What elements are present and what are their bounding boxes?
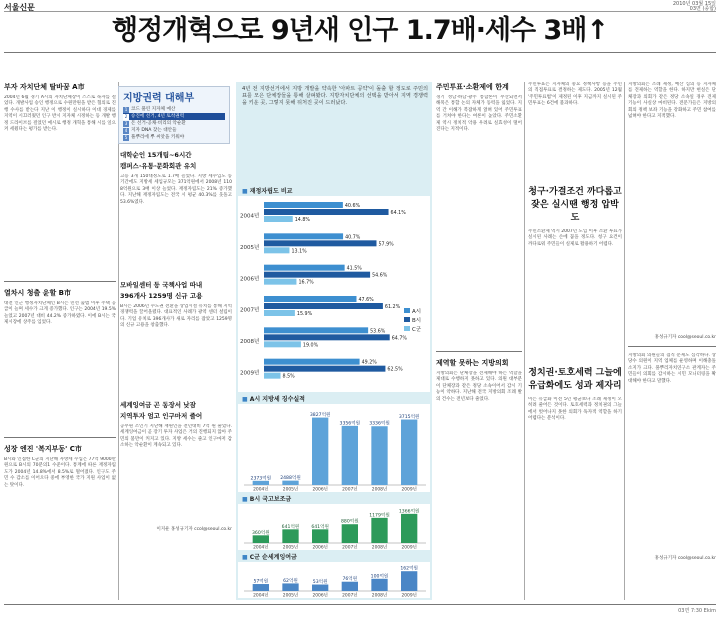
- callout-4: 유급화에도 성과 제자리: [528, 381, 622, 391]
- data-label: 41.5%: [346, 266, 362, 272]
- data-label: 61.2%: [384, 305, 401, 310]
- section-rule: [4, 437, 116, 438]
- footer-text: 03면 7:30 Ekim: [678, 608, 716, 614]
- category-label: 2008년: [371, 593, 388, 598]
- series-box: [118, 86, 230, 144]
- data-label: 641억원: [281, 524, 300, 530]
- bar: [264, 310, 295, 316]
- category-label: 2009년: [401, 545, 417, 550]
- bar: [282, 583, 298, 591]
- bar: [264, 341, 301, 347]
- category-label: 2005년: [282, 593, 299, 598]
- category-label: 2007년: [342, 593, 358, 598]
- right-c-body-2: 지방의회 의원들의 겸직 문제도 심각하다. 상당수 의원이 지역 업체를 운영하며 이해충돌 소지가 크다. 풀뿌리자치연구소 관계자는 주민들이 의회를 감시하는 시민 모니터링을 확대해야 한다고 말했다.: [628, 353, 716, 384]
- bar: [264, 303, 383, 309]
- category-label: 2005년: [282, 487, 299, 492]
- data-label: 53억원: [312, 580, 328, 586]
- bar: [282, 529, 298, 543]
- category-label: 2004년: [253, 545, 269, 550]
- main-headline: 행정개혁으로 9년새 인구 1.7배·세수 3배↑: [111, 15, 609, 46]
- right-column-a: [436, 82, 522, 600]
- data-label: 2373억원: [250, 476, 272, 482]
- series-list: [119, 106, 229, 141]
- data-label: 19.0%: [302, 343, 319, 349]
- legend-label: B시: [412, 318, 422, 324]
- right-a-subtitle-1: 주민투표·소환제에 한계: [436, 83, 509, 91]
- right-c-byline-1: 홍성규기자 cool@seoul.co.kr: [654, 335, 716, 340]
- section-rule: [436, 351, 522, 352]
- series-label: 돈 선거-공채·비리의 악순환: [131, 121, 186, 126]
- bar: [371, 426, 387, 485]
- data-label: 57.9%: [378, 242, 394, 248]
- right-column-c: [628, 82, 716, 600]
- legend-label: A시: [412, 309, 422, 315]
- bar: [264, 373, 281, 379]
- autonomy-chart: [238, 196, 430, 392]
- data-label: 360억원: [252, 530, 270, 536]
- day-text: 03면 (종합): [689, 6, 716, 12]
- data-label: 3827억원: [309, 413, 331, 419]
- data-label: 1179억원: [369, 513, 390, 519]
- panel-label-tax: ■ A시 지방세 징수실적: [242, 394, 305, 403]
- series-item-current: [123, 113, 225, 120]
- masthead: [4, 2, 716, 12]
- bar: [264, 366, 385, 372]
- mid-body-2: B시는 2006년 수도권 전환을 상업시설 유치를 통해 지역 경쟁력을 끌어올렸다. 대표적인 사례가 광역 센터 설립이다. 기업 유치로 396개사가 새로 자리를 잡았고 1259명의 신규 고용을 창출했다.: [120, 304, 232, 329]
- section-a-body: 2004년 6월 경기 A시의 자치단체장이 스스로 독자를 걸었다. 개발사업 승인 행정으로 수원만원을 받은 혐의로 진행 수사를 받는다 지난 이 행정이 실시하다 이대 경제를 지역이 시끄러웠던 인구 반시 지자체 시정하는 등 개발 행정 드라이브를 걸었던 예시로 행정 개혁을 통해 시를 일으켜 세웠다는 평가를 받는다.: [4, 95, 116, 133]
- category-label: 2005년: [240, 245, 260, 251]
- legend-swatch: [404, 308, 410, 313]
- mid-subtitle-4: 396개사 1259명 신규 고용: [120, 292, 203, 300]
- category-label: 2008년: [240, 339, 260, 345]
- data-label: 16.7%: [298, 280, 314, 286]
- data-label: 641억원: [311, 524, 329, 530]
- mid-body-1: 고등 3개 150대정도로 1.7배 늘었다. 지방 세수입도 동기간에도 지방세 세입규모는 371억원에서 2008년 1108억원으로 3배 이상 늘었다. 재정자립도는 21% 증가했다. 지난해 재정자립도는 전국 시 평균 40.3%를 웃돌고 53.6%였다.: [120, 174, 232, 205]
- data-label: 13.1%: [291, 249, 307, 255]
- section-c-body: B시와 인접한 C군의 지난해 자방세 수입은 77억 9000만 원으로 B시의 70분의1 수준이다. 통계에 따른 재정자립도가 2004년 14.8%에서 8.5%로 떨어졌다. 인구도 주민 수 감소를 이어오다 중에 부영한 국가 지원 사업이 없는 탓이다.: [4, 457, 116, 488]
- bar: [264, 272, 370, 278]
- mid-byline: 이지운 홍성규기자 ccol@seoul.co.kr: [156, 527, 232, 532]
- bar: [312, 529, 328, 543]
- data-label: 53.6%: [370, 329, 386, 335]
- data-label: 64.7%: [391, 336, 407, 342]
- infographic-intro: 4년 전 지방선거에서 지방 개발을 약속한 '아파트 공약'이 돌출 할 정도로 주민의 표를 모은 단체장들을 통해 살펴봤다. 지방자치단체의 선택을 받아서 지역 경쟁력을 키운 곳, 그렇지 못해 뒤처진 곳이 드러났다.: [242, 86, 428, 106]
- category-label: 2009년: [401, 593, 417, 598]
- data-label: 62.5%: [387, 367, 403, 373]
- bar: [264, 216, 293, 222]
- right-a-body-2: 지방의회는 단체장을 견제해야 하는 역할을 제대로 수행하지 못하고 있다. 의원 대부분이 단체장과 같은 정당 소속이어서 감시 기능이 약하다. 지난해 전국 지방의회 조례 발의 건수는 전년보다 줄었다.: [436, 371, 522, 402]
- category-label: 2005년: [282, 545, 299, 550]
- left-column: [4, 82, 116, 600]
- bar: [264, 296, 356, 302]
- bar: [253, 535, 269, 543]
- data-label: 2488억원: [280, 476, 301, 482]
- series-title: 지방권력 대해부: [123, 93, 195, 104]
- right-column-b: [528, 82, 622, 600]
- bar: [342, 582, 358, 591]
- series-label: 승진에 선거, 4년 토착권력: [131, 114, 185, 119]
- mid-subtitle-1: 대학순인 15개팀~6시간: [120, 151, 192, 159]
- middle-column: [120, 150, 232, 600]
- category-label: 2007년: [240, 307, 260, 314]
- section-b-body: 대전 인근 행정자치단체인 B시는 민선 출범 이후 주택 공급이 늘며 세수가 크게 증가했다. 인구는 2004년 19.5% 늘었고 2007년 대비 44.2% 증가하였다. 이에 B시는 국제시장에 상주를 입었다.: [4, 301, 116, 326]
- mid-subtitle-2: 캠퍼스·유통·문화회관 유치: [120, 162, 197, 170]
- mid-body-3: 공무원 조인기 지난해 재원인을 전년대비 7억 원 줄었다. 세계잉여금이 곧 장기 투자 사업은 거의 진행되지 않아 주민의 불만이 커지고 있다. 지방 세수는 줄고 인구마저 감소하는 악순환이 계속되고 있다.: [120, 424, 232, 449]
- category-label: 2008년: [371, 545, 388, 550]
- data-label: 14.8%: [294, 218, 311, 223]
- right-b-body-3: 이는 유급화 이전 5년 평균보다 조례 제정이 오히려 줄어든 것이다. 토호세력과 정치권의 그늘에서 벗어나지 못한 의회가 독자적 역할을 하기 어렵다는 분석이다.: [528, 397, 622, 422]
- bar: [264, 247, 289, 253]
- data-label: 40.7%: [345, 235, 361, 241]
- series-num: 1: [124, 106, 128, 112]
- series-item: [123, 120, 225, 127]
- category-label: 2009년: [401, 487, 417, 492]
- bar: [253, 481, 269, 485]
- series-num: 2: [124, 113, 128, 119]
- series-item: [123, 106, 225, 113]
- data-label: 57억원: [253, 579, 269, 585]
- column-divider: [524, 82, 525, 600]
- data-label: 3715억원: [398, 415, 420, 421]
- category-label: 2008년: [371, 487, 388, 492]
- data-label: 1366억원: [398, 509, 420, 515]
- bar: [401, 420, 417, 485]
- panel-label-autonomy: ■ 재정자립도 비교: [242, 186, 292, 195]
- callout-2: 잦은 실시땐 행정 압박도: [531, 200, 619, 223]
- infographic: [236, 82, 432, 600]
- data-label: 8.5%: [282, 374, 295, 380]
- subsidy-chart: [238, 504, 430, 550]
- data-label: 54.6%: [372, 273, 388, 279]
- callout-1: 청구·가결조건 까다롭고: [528, 187, 622, 197]
- data-label: 64.1%: [390, 211, 406, 216]
- series-label: 풀뿌리에 뿌 씨앗을 키워야: [131, 135, 185, 140]
- date-line: [673, 2, 716, 12]
- category-label: 2006년: [312, 593, 328, 598]
- data-label: 880억원: [341, 519, 359, 525]
- category-label: 2004년: [253, 593, 269, 598]
- data-label: 49.2%: [361, 360, 377, 366]
- tax-chart: [238, 404, 430, 492]
- right-b-body-1: 주민투표는 지자체의 중요 정책사항 등을 주민의 직접투표로 결정하는 제도다. 2005년 12월 '주민투표법'이 제정된 이후 지금까지 실시된 주민투표는 6건에 불과하다.: [528, 82, 622, 107]
- legend-swatch: [404, 326, 410, 331]
- series-num: 3: [124, 120, 128, 126]
- bar: [264, 265, 345, 271]
- date-text: 2010년 03월 15일: [672, 1, 716, 7]
- series-item: [123, 127, 225, 134]
- right-c-body-1: 지방의회는 조례 제정, 예산 심의 등 지자체를 견제하는 역할을 한다. 하지만 현실은 단체장과 의회가 같은 정당 소속일 경우 견제 기능이 사실상 마비된다. 전문가들은 지방의회의 정책 보좌 기능을 강화하고 주민 참여를 넓혀야 한다고 지적했다.: [628, 82, 716, 120]
- surplus-chart: [238, 562, 430, 598]
- column-divider: [624, 82, 625, 600]
- panel-label-subsidy: ■ B시 국고보조금: [242, 494, 291, 503]
- mid-subtitle-5: 세계잉여금 곤 동장서 낮잠: [120, 401, 196, 409]
- data-label: 162억원: [400, 566, 418, 572]
- series-label: 지자 DNA 찾는 대안들: [131, 128, 177, 133]
- bar: [264, 279, 296, 285]
- data-label: 3336억원: [369, 421, 390, 427]
- bar: [264, 233, 343, 239]
- paper-name: 서울신문: [4, 3, 35, 12]
- category-label: 2006년: [240, 276, 260, 283]
- data-label: 3356억원: [339, 421, 361, 427]
- bar: [264, 209, 389, 215]
- right-c-byline-2: 홍성규기자 cool@seoul.co.kr: [654, 556, 716, 561]
- bar: [264, 240, 376, 246]
- data-label: 76억원: [342, 577, 358, 583]
- category-label: 2007년: [342, 545, 358, 550]
- bar: [264, 334, 390, 340]
- legend-label: C군: [412, 327, 422, 333]
- data-label: 47.6%: [358, 298, 374, 303]
- mid-subtitle-6: 지역투자 엄고 인구마저 줄어: [120, 412, 203, 420]
- category-label: 2007년: [342, 487, 358, 492]
- bar: [401, 571, 417, 591]
- bar: [312, 585, 328, 591]
- category-label: 2004년: [240, 213, 260, 220]
- series-label: 코드 풀린 지자체 예산: [131, 107, 176, 112]
- legend-swatch: [404, 317, 410, 322]
- section-a-subtitle: 부자 자치단체 탈바꿈 A市: [4, 83, 85, 91]
- bar: [401, 514, 417, 543]
- headline-rule: [4, 52, 716, 53]
- mid-subtitle-3: 모바일센터 등 국책사업 따내: [120, 281, 203, 289]
- panel-label-surplus: ■ C군 순세계잉여금: [242, 552, 297, 561]
- bar: [264, 327, 368, 333]
- series-num: 4: [124, 127, 128, 133]
- category-label: 2006년: [312, 545, 328, 550]
- data-label: 15.9%: [296, 312, 313, 317]
- category-label: 2004년: [253, 487, 269, 492]
- bar: [282, 481, 298, 485]
- section-rule: [4, 281, 116, 282]
- bar: [371, 518, 387, 543]
- section-rule: [628, 346, 716, 347]
- callout-3: 정치권·토호세력 그늘에: [528, 368, 622, 378]
- data-label: 40.6%: [344, 204, 361, 209]
- series-item: [123, 134, 225, 141]
- right-b-body-2: 주민소환제 역시 2007년 도입 이후 소환 투표가 실시된 사례는 손에 꼽을 정도다. 청구 요건이 까다로워 주민들이 실제로 활용하기 어렵다.: [528, 229, 622, 247]
- bar: [253, 584, 269, 591]
- section-c-subtitle: 성장 엔진 '복지부동' C市: [4, 445, 82, 453]
- bar: [264, 202, 343, 208]
- bar: [264, 359, 360, 365]
- category-label: 2006년: [312, 487, 328, 492]
- bar: [342, 426, 358, 485]
- bar: [312, 418, 328, 485]
- data-label: 62억원: [283, 578, 298, 584]
- series-num: 5: [124, 134, 128, 140]
- right-a-body-1: 경기 성남·하남·광주 통합론이 무산되면서 해묵은 통합 논의 자체가 동력을 잃었다. 지역 간 이해가 복잡하게 얽혀 있어 주민투표를 거쳐야 한다는 여론이 높았다. 주민소환제 역시 정치적 악용 우려로 실효성이 떨어진다는 지적이다.: [436, 95, 522, 133]
- data-label: 100억원: [370, 574, 389, 580]
- bar: [342, 524, 358, 543]
- bar: [371, 579, 387, 591]
- section-b-subtitle: 열차시 청출 윤할 B市: [4, 289, 71, 297]
- right-a-subtitle-2: 제역할 못하는 지방의회: [436, 359, 509, 367]
- category-label: 2009년: [240, 370, 260, 377]
- column-divider: [118, 82, 119, 600]
- footer-rule: [4, 604, 716, 605]
